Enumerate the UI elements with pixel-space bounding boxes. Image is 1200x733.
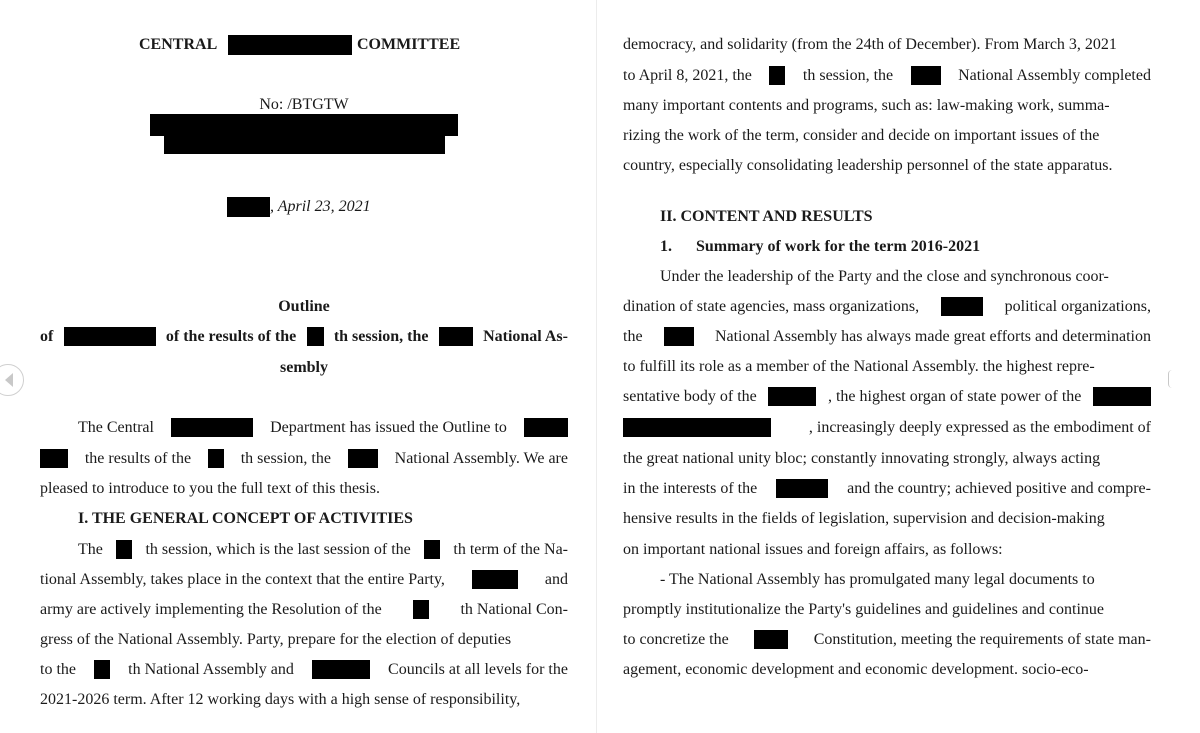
redaction [776, 479, 828, 498]
redaction [228, 35, 352, 55]
redaction [307, 327, 324, 346]
body-line: many important contents and programs, such as: law-making work, summa- [623, 97, 1110, 114]
body-line: the great national unity bloc; constantly innovating strongly, always acting [623, 450, 1101, 467]
redaction [769, 66, 785, 85]
section-heading: II. CONTENT AND RESULTS [660, 208, 873, 225]
right-page [623, 0, 1151, 733]
body-line: The th session, which is the last session of the th term of the Na- [78, 541, 568, 558]
redaction [116, 540, 132, 559]
body-line: promptly institutionalize the Party's guidelines and guidelines and continue [623, 601, 1105, 618]
body-line: rizing the work of the term, consider and decide on important issues of the [623, 127, 1100, 144]
body-line: democracy, and solidarity (from the 24th of December). From March 3, 2021 [623, 36, 1117, 53]
redaction [164, 134, 445, 154]
redaction [150, 114, 458, 136]
redaction [413, 600, 429, 619]
body-line: hensive results in the fields of legislation, supervision and decision-making [623, 510, 1105, 527]
redaction [664, 327, 694, 346]
body-line: gress of the National Assembly. Party, prepare for the election of deputies [40, 631, 512, 648]
page-divider [596, 0, 597, 733]
body-line: to fulfill its role as a member of the National Assembly. the highest repre- [623, 358, 1095, 375]
body-line: dination of state agencies, mass organizations, political organizations, [623, 298, 1151, 315]
body-line: 2021-2026 term. After 12 working days with a high sense of responsibility, [40, 691, 521, 708]
sub-heading: 1. Summary of work for the term 2016-2021 [660, 238, 981, 255]
body-line: The Central Department has issued the Outline to [78, 418, 568, 438]
body-line: the National Assembly has always made great efforts and determination [623, 328, 1151, 345]
outline-subtitle: of of the results of the th session, the National As- [40, 328, 568, 345]
body-line: on important national issues and foreign affairs, as follows: [623, 541, 1003, 558]
redaction [40, 449, 68, 468]
body-line: , increasingly deeply expressed as the embodiment of [623, 418, 1151, 438]
left-page: CENTRAL COMMITTEE No: /BTGTW , April 23, 2021 Outline of of the results of the th session, the National As- sembly The Central Department has issued the Outline to the results of the th session, the National Assembly. We are pleased to introduce to you the full text of this thesis. I. THE GENERAL CONCEPT OF ACTIVITIES The th session, which is the last session of the th term of the Na- tional Assembly, takes place in the context that the entire Party, and army are actively implementing the Resolution of the th National Con- gress of the National Assembly. Party, prepare for the election of deputies to the th National Assembly and Councils at all levels for the 2021-2026 term. After 12 working days with a high sense of responsibility, [40, 0, 568, 733]
redaction [312, 660, 370, 679]
redaction [941, 297, 983, 316]
redaction [227, 197, 270, 217]
redaction [348, 449, 378, 468]
outline-subtitle-cont: sembly [280, 359, 328, 376]
redaction [171, 418, 253, 437]
body-line: sentative body of the , the highest organ of state power of the [623, 387, 1151, 407]
redaction [524, 418, 568, 437]
body-line: to April 8, 2021, the th session, the National Assembly completed [623, 67, 1151, 84]
body-line: to concretize the Constitution, meeting the requirements of state man- [623, 631, 1151, 648]
redaction [94, 660, 110, 679]
body-line: army are actively implementing the Resolution of the th National Con- [40, 601, 568, 618]
redaction [911, 66, 941, 85]
redaction [424, 540, 440, 559]
body-line: in the interests of the and the country; achieved positive and compre- [623, 480, 1151, 497]
redaction [208, 449, 224, 468]
chevron-left-icon[interactable] [0, 364, 24, 396]
body-line: agement, economic development and economic development. socio-eco- [623, 661, 1089, 678]
body-line: to the th National Assembly and Councils at all levels for the [40, 661, 568, 678]
scroll-handle-icon[interactable] [1168, 370, 1173, 388]
body-line: Under the leadership of the Party and the close and synchronous coor- [660, 268, 1109, 285]
document-number: No: /BTGTW [259, 96, 349, 113]
body-line: the results of the th session, the National Assembly. We are [40, 449, 568, 469]
redaction [754, 630, 788, 649]
redaction [768, 387, 816, 406]
body-line: country, especially consolidating leadership personnel of the state apparatus. [623, 157, 1113, 174]
body-line: pleased to introduce to you the full text of this thesis. [40, 480, 380, 497]
body-line: - The National Assembly has promulgated many legal documents to [660, 571, 1095, 588]
redaction [623, 418, 771, 437]
redaction [439, 327, 473, 346]
body-line: tional Assembly, takes place in the context that the entire Party, and [40, 571, 568, 588]
redaction [64, 327, 156, 346]
redaction [1093, 387, 1151, 406]
redaction [472, 570, 518, 589]
section-heading: I. THE GENERAL CONCEPT OF ACTIVITIES [78, 510, 413, 527]
outline-title: Outline [278, 298, 330, 315]
